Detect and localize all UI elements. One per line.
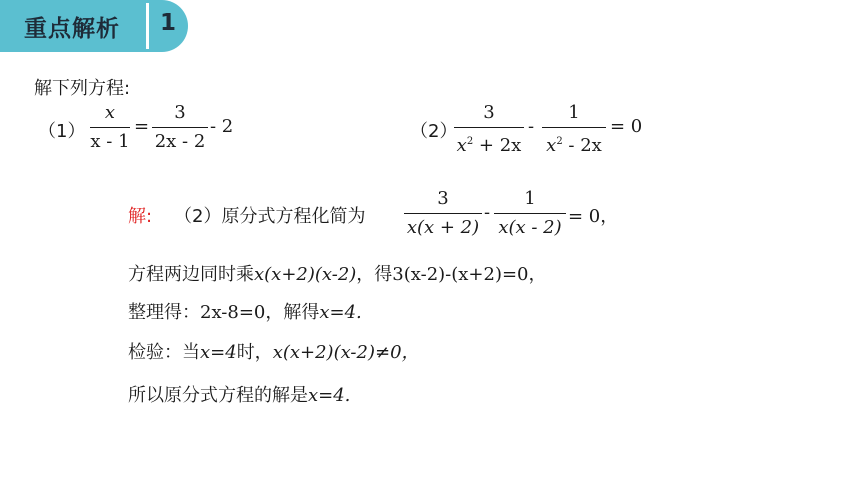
solution-line-2: 方程两边同时乘x(x+2)(x-2)，得3(x-2)-(x+2)=0， [128, 264, 547, 285]
solution-fraction-1 [404, 186, 482, 241]
section-header [0, 0, 188, 52]
fraction-numerator: x [104, 102, 116, 123]
problem-intro: 解下列方程: [34, 78, 131, 99]
solution-line-3: 整理得：2x-8=0，解得x=4. [128, 302, 362, 323]
fraction-bar [454, 127, 524, 128]
fraction-denominator: x - 1 [90, 131, 130, 152]
problem-1-tail: - 2 [210, 116, 234, 137]
problem-1-rhs-fraction [152, 100, 208, 155]
solution-line1-prefix: （2）原分式方程化简为 [174, 206, 366, 227]
problem-2-fraction-1 [454, 100, 524, 159]
fraction-denominator: x(x + 2) [406, 217, 480, 238]
fraction-denominator: x(x - 2) [498, 217, 562, 238]
header-title: 重点解析 [24, 16, 120, 42]
fraction-denominator: $x^2 + 2x$ [456, 135, 522, 156]
problem-2-equals-zero: = 0 [610, 116, 643, 137]
fraction-bar [90, 127, 130, 128]
problem-2-fraction-2 [542, 100, 606, 159]
problem-2-minus: - [528, 116, 535, 137]
fraction-numerator: 3 [483, 102, 495, 123]
problem-2-label: （2） [410, 121, 458, 142]
solution-line-4: 检验：当x=4时，x(x+2)(x-2)≠0， [128, 342, 420, 363]
solution-line1-tail: = 0， [568, 206, 619, 227]
problem-1-lhs-fraction [90, 100, 130, 155]
fraction-denominator: 2x - 2 [154, 131, 206, 152]
fraction-numerator: 3 [437, 188, 449, 209]
fraction-numerator: 1 [568, 102, 580, 123]
problem-1-equals: = [134, 116, 150, 137]
problem-1-label: （1） [38, 121, 86, 142]
header-number: 1 [160, 10, 177, 36]
fraction-bar [152, 127, 208, 128]
solution-label: 解: [128, 206, 153, 227]
solution-fraction-2 [494, 186, 566, 241]
fraction-numerator: 3 [174, 102, 186, 123]
fraction-numerator: 1 [524, 188, 536, 209]
fraction-denominator: $x^2 - 2x$ [546, 135, 602, 156]
fraction-bar [542, 127, 606, 128]
header-divider [146, 3, 149, 49]
solution-line-5: 所以原分式方程的解是x=4. [128, 385, 351, 406]
fraction-bar [494, 213, 566, 214]
fraction-bar [404, 213, 482, 214]
solution-minus: - [484, 202, 491, 223]
